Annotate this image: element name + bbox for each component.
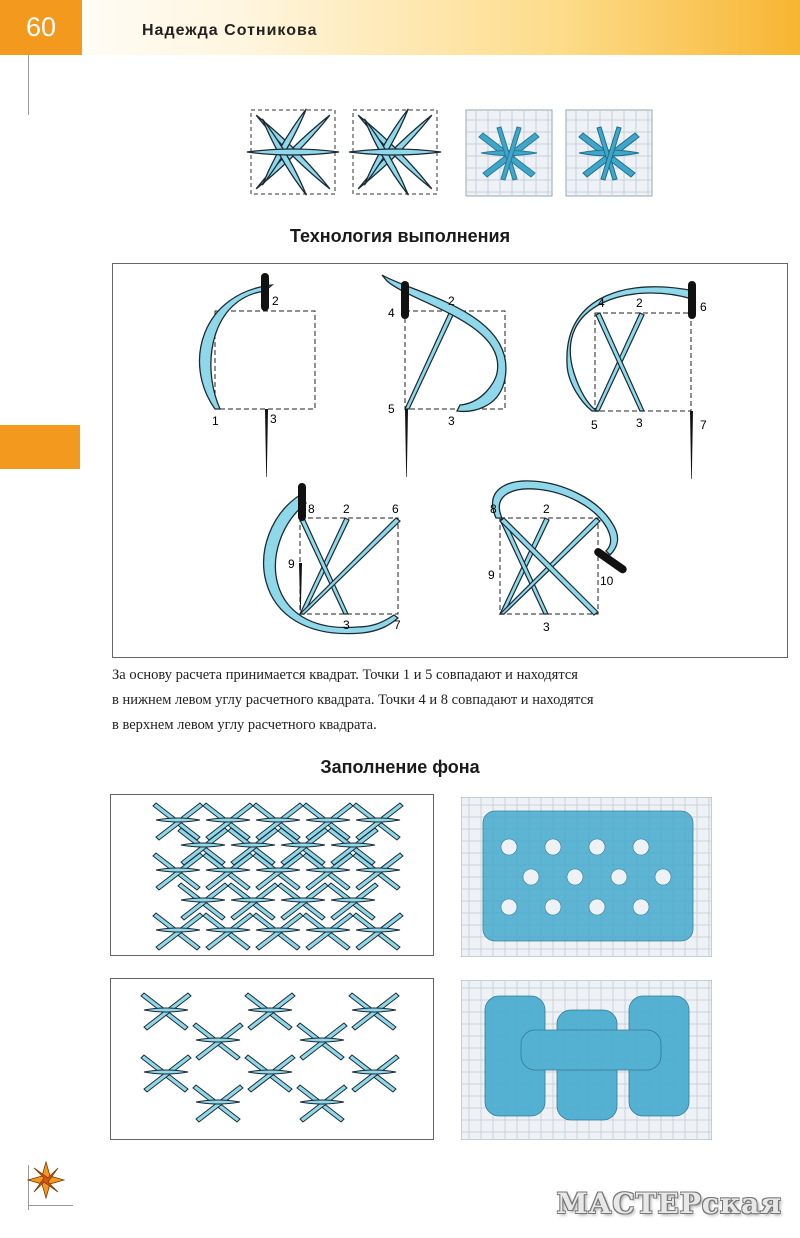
step3-label-7: 7 [700,418,707,432]
page-number: 60 [0,0,82,55]
step2-label-2: 2 [448,294,455,308]
step4-label-3: 3 [343,618,350,632]
step2-label-3: 3 [448,414,455,428]
stitch-diagram-1 [247,107,339,196]
step4-label-9: 9 [288,557,295,571]
technology-steps [112,263,788,658]
step2-label-5: 5 [388,402,395,416]
fill-photo-1 [461,797,712,957]
caption-line-1: За основу расчета принимается квадрат. Точки 1 и 5 совпадают и находятся [112,667,578,683]
step3-label-3: 3 [636,416,643,430]
side-tab [0,425,80,469]
footer-line [28,1205,73,1206]
step-4 [264,483,401,634]
stitch-diagram-2 [349,107,441,196]
step5-label-9: 9 [488,568,495,582]
step3-label-6: 6 [700,300,707,314]
step3-label-2: 2 [636,296,643,310]
step4-label-6: 6 [392,502,399,516]
step4-label-7: 7 [394,618,401,632]
step-2 [382,275,506,477]
step1-label-1: 1 [212,414,219,428]
caption-line-3: в верхнем левом углу расчетного квадрата. [112,717,377,733]
step5-label-2: 2 [543,502,550,516]
step1-label-2: 2 [272,294,279,308]
fill-diagram-2 [110,978,434,1140]
fill-diagram-1 [110,794,434,956]
section-title-technology: Технология выполнения [289,226,511,246]
step3-label-5: 5 [591,418,598,432]
step1-label-3: 3 [270,412,277,426]
step5-label-10: 10 [600,574,614,588]
header-band [0,0,800,55]
step2-label-4: 4 [388,306,395,320]
step-5 [488,481,628,634]
author-name: Надежда Сотникова [142,22,318,39]
stitch-photo-2 [566,110,652,196]
step-1 [199,273,315,477]
caption-line-2: в нижнем левом углу расчетного квадрата. Точки 4 и 8 совпадают и находятся [112,692,594,708]
step4-label-8: 8 [308,502,315,516]
watermark: МАСТЕРская [556,1187,782,1220]
top-stitch-diagrams [0,100,800,205]
caption [112,663,772,738]
step-3 [567,281,707,479]
step3-label-4: 4 [598,296,605,310]
step5-label-3: 3 [543,620,550,634]
stitch-photo-1 [466,110,552,196]
step5-label-8: 8 [490,502,497,516]
step4-label-2: 2 [343,502,350,516]
star-ornament-icon [26,1160,66,1200]
fill-photo-2 [461,980,712,1140]
section-title-background-fill: Заполнение фона [320,757,480,777]
